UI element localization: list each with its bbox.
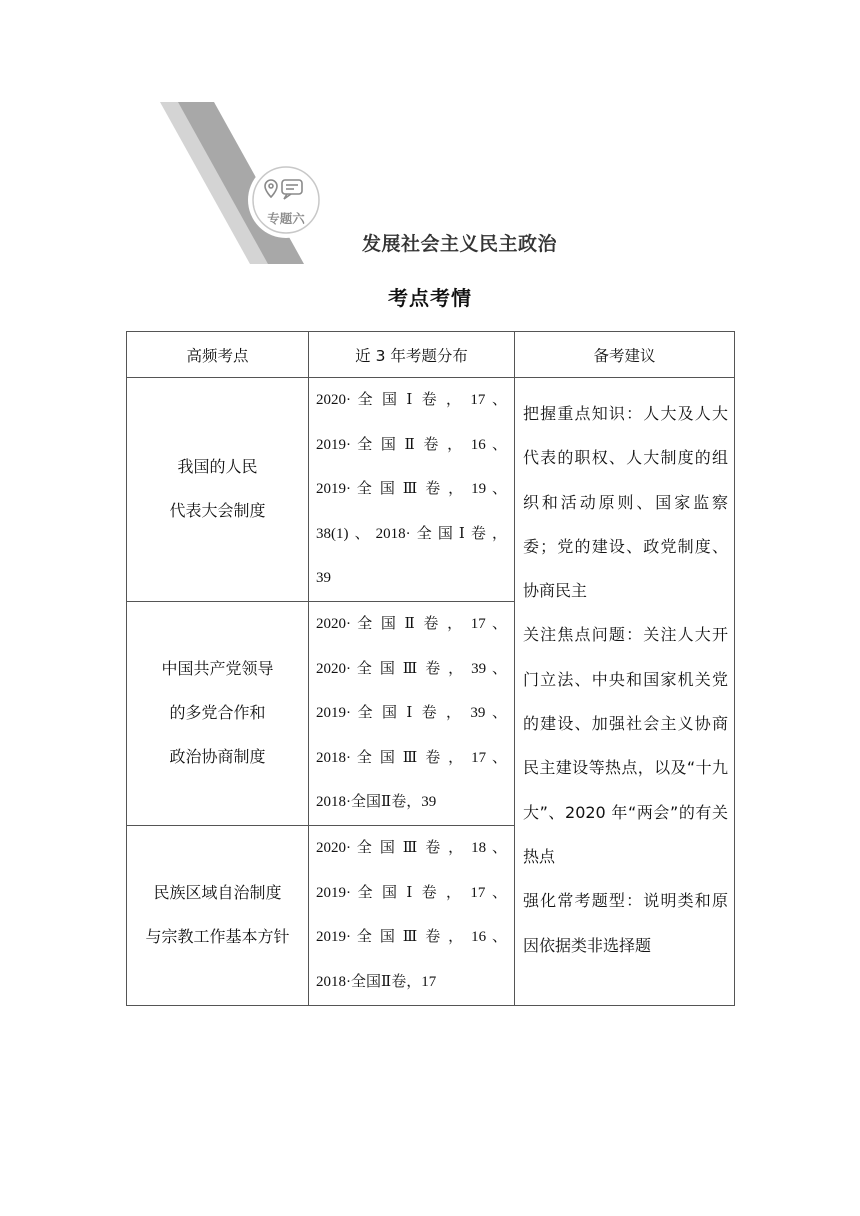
topic-line: 的多党合作和	[169, 703, 266, 723]
exam-reference: 38(1)、2018·全国Ⅰ卷，	[316, 525, 507, 542]
topic-line: 代表大会制度	[169, 501, 266, 521]
exam-reference: 2019· 全 国 Ⅰ 卷 ， 39 、	[316, 705, 507, 722]
header-topic: 高频考点	[127, 332, 309, 378]
topic-badge-label: 专题六	[267, 211, 305, 226]
advice-paragraph: 关注焦点问题：关注人大开门立法、中央和国家机关党的建设、加强社会主义协商民主建设等热点，以及“十九大”、2020 年“两会”的有关热点	[523, 625, 728, 866]
table-header-row	[127, 332, 735, 378]
chapter-title: 发展社会主义民主政治	[362, 233, 558, 255]
exam-reference: 2020· 全 国 Ⅲ 卷 ， 39 、	[316, 660, 507, 677]
exam-reference: 39	[316, 570, 331, 587]
topic-cell	[127, 825, 309, 1005]
exam-reference: 2018·全国Ⅱ卷，17	[316, 973, 437, 990]
topic-line: 民族区域自治制度	[153, 883, 282, 903]
topic-line: 中国共产党领导	[161, 659, 274, 679]
header-advice: 备考建议	[515, 332, 735, 378]
exam-reference: 2018·全国Ⅱ卷，39	[316, 794, 437, 811]
topic-line: 政治协商制度	[169, 747, 266, 767]
exam-overview-table	[126, 331, 735, 1006]
badge-circle	[248, 162, 324, 238]
exam-reference: 2020· 全 国 Ⅱ 卷 ， 17 、	[316, 615, 507, 632]
topic-cell	[127, 378, 309, 602]
table-row	[127, 378, 735, 602]
exam-reference: 2018· 全 国 Ⅲ 卷 ， 17 、	[316, 749, 507, 766]
exam-reference: 2019· 全 国 Ⅲ 卷 ， 16 、	[316, 929, 507, 946]
topic-line: 与宗教工作基本方针	[145, 927, 290, 947]
exam-distribution-cell	[309, 825, 515, 1005]
exam-distribution-cell	[309, 601, 515, 825]
section-title: 考点考情	[388, 286, 472, 310]
exam-reference: 2020· 全 国 Ⅰ 卷 ， 17 、	[316, 392, 507, 408]
exam-reference: 2019· 全 国 Ⅱ 卷 ， 16 、	[316, 436, 507, 453]
chapter-banner-graphic	[150, 100, 340, 270]
topic-line: 我国的人民	[177, 457, 258, 477]
exam-reference: 2019· 全 国 Ⅰ 卷 ， 17 、	[316, 884, 507, 901]
exam-distribution-cell	[309, 378, 515, 602]
advice-cell	[515, 378, 735, 1006]
exam-reference: 2019· 全 国 Ⅲ 卷 ， 19 、	[316, 481, 507, 498]
chapter-banner	[150, 100, 340, 270]
advice-paragraph: 强化常考题型：说明类和原因依据类非选择题	[523, 891, 728, 955]
advice-paragraph: 把握重点知识：人大及人大代表的职权、人大制度的组织和活动原则、国家监察委；党的建设、政党制度、协商民主	[523, 404, 728, 601]
header-distribution: 近 3 年考题分布	[309, 332, 515, 378]
topic-cell	[127, 601, 309, 825]
exam-reference: 2020· 全 国 Ⅲ 卷 ， 18 、	[316, 839, 507, 856]
